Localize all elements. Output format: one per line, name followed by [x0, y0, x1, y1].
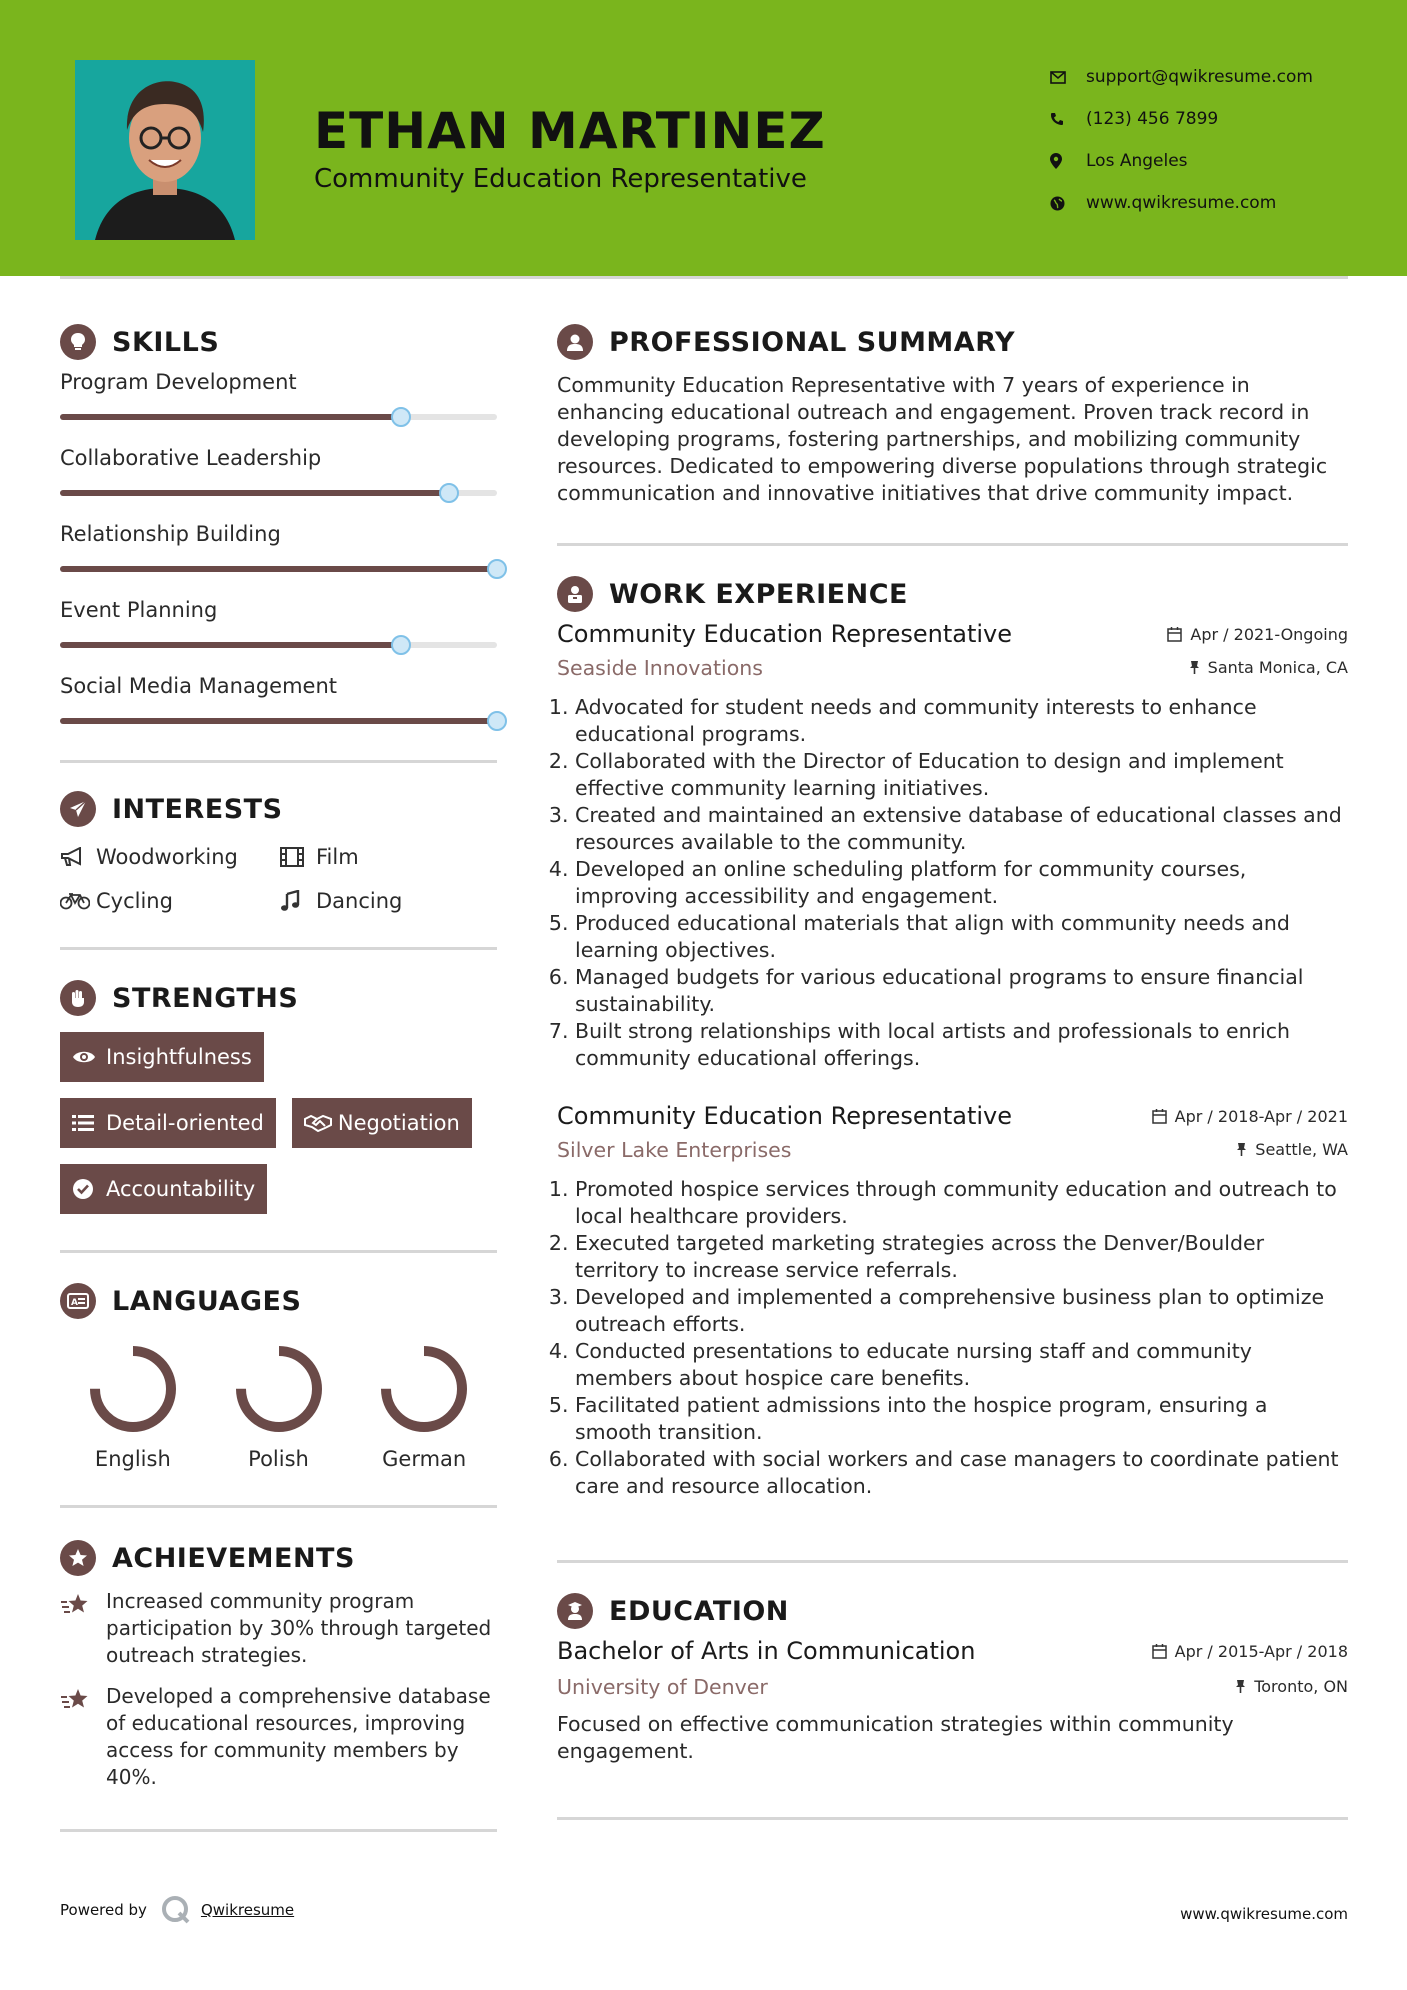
achievement-item	[60, 1588, 497, 1669]
job-location-text: Santa Monica, CA	[1207, 658, 1348, 677]
contact-website[interactable]	[1050, 182, 1313, 224]
fist-icon	[60, 980, 96, 1016]
strength-chip	[60, 1098, 276, 1148]
job-header	[557, 1102, 1348, 1130]
resume-header	[0, 0, 1407, 276]
experience-heading	[557, 574, 1348, 614]
skill-item	[60, 362, 497, 438]
language-level-ring	[229, 1339, 329, 1439]
strength-label: Accountability	[106, 1177, 256, 1201]
skill-bar-fill	[60, 642, 401, 648]
language-label: Polish	[248, 1447, 309, 1471]
job-bullet: 3. Created and maintained an extensive database of educational classes and resources available to the community.	[575, 802, 1348, 856]
job-bullet: 5. Facilitated patient admissions into the hospice program, ensuring a smooth transition.	[575, 1392, 1348, 1446]
achievement-item	[60, 1683, 497, 1791]
job-subheader	[557, 1138, 1348, 1162]
job-location	[1189, 658, 1348, 677]
music-icon	[280, 890, 316, 912]
company-name: Silver Lake Enterprises	[557, 1138, 792, 1162]
job-bullet: 6. Collaborated with social workers and case managers to coordinate patient care and resource allocation.	[575, 1446, 1348, 1500]
contact-phone[interactable]	[1050, 98, 1313, 140]
job-bullets	[557, 1176, 1348, 1500]
strength-chip	[60, 1032, 264, 1082]
skill-bar-fill	[60, 490, 449, 496]
email-text: support@qwikresume.com	[1086, 67, 1313, 87]
star-badge-icon	[60, 1540, 96, 1576]
interests-divider	[60, 947, 497, 950]
skills-list	[60, 362, 497, 742]
strength-chip	[292, 1098, 472, 1148]
job-header	[557, 620, 1348, 648]
contact-info	[1050, 56, 1313, 224]
job-bullet: 1. Advocated for student needs and community interests to enhance educational programs.	[575, 694, 1348, 748]
job-bullet: 7. Built strong relationships with local artists and professionals to enrich community educational offerings.	[575, 1018, 1348, 1072]
phone-icon	[1050, 112, 1086, 126]
job-title: Community Education Representative	[557, 1102, 1012, 1130]
skill-bar-fill	[60, 566, 497, 572]
job-title: Community Education Representative	[557, 620, 1012, 648]
interests-title: INTERESTS	[112, 793, 283, 825]
education-description: Focused on effective communication strategies within community engagement.	[557, 1712, 1234, 1763]
strength-label: Negotiation	[337, 1111, 460, 1135]
envelope-icon	[1050, 71, 1086, 84]
language-level-arc	[386, 1351, 462, 1427]
education-title: EDUCATION	[609, 1595, 789, 1627]
list-icon	[72, 1114, 106, 1132]
calendar-icon	[1167, 627, 1182, 642]
globe-icon	[1050, 196, 1086, 211]
contact-email[interactable]	[1050, 56, 1313, 98]
qwikresume-logo-icon	[161, 1895, 191, 1925]
contact-location	[1050, 140, 1313, 182]
skill-level-knob	[439, 483, 459, 503]
skill-bar-track	[60, 642, 497, 648]
language-label: English	[94, 1447, 171, 1471]
degree-title: Bachelor of Arts in Communication	[557, 1637, 976, 1665]
achievement-text: Developed a comprehensive database of educational resources, improving access for community members by 40%.	[106, 1684, 491, 1789]
language-level-arc	[95, 1351, 171, 1427]
skill-item	[60, 590, 497, 666]
interest-label: Film	[316, 845, 359, 869]
experience-title: WORK EXPERIENCE	[609, 578, 908, 610]
interests-heading	[60, 789, 497, 829]
job-bullet: 3. Developed and implemented a comprehensive business plan to optimize outreach efforts.	[575, 1284, 1348, 1338]
star-icon	[60, 1588, 106, 1669]
map-pin-icon	[1050, 153, 1086, 169]
skill-level-knob	[487, 559, 507, 579]
skill-level-knob	[391, 407, 411, 427]
calendar-icon	[1152, 1109, 1167, 1124]
job-entry	[557, 620, 1348, 1072]
skill-bar-track	[60, 566, 497, 572]
svg-text:A: A	[71, 1298, 78, 1308]
summary-text: Community Education Representative with 7 years of experience in enhancing educational outreach and engagement. Proven track record in developing programs, fostering partnerships, and mobilizing community resources. Dedicated to empowering diverse populations through strategic communication and innovative initiatives that drive community impact.	[557, 373, 1328, 505]
header-divider	[60, 276, 1348, 279]
skill-label: Collaborative Leadership	[60, 446, 322, 470]
powered-by-label: Powered by	[60, 1901, 147, 1919]
skill-bar-track	[60, 490, 497, 496]
candidate-title: Community Education Representative	[314, 164, 807, 194]
language-item	[60, 1339, 206, 1471]
skill-label: Event Planning	[60, 598, 218, 622]
language-level-arc	[241, 1351, 317, 1427]
interest-item	[280, 885, 480, 917]
job-dates	[1167, 625, 1348, 644]
strength-label: Insightfulness	[106, 1045, 252, 1069]
pushpin-icon	[1236, 1142, 1247, 1157]
eye-icon	[72, 1049, 106, 1065]
interest-item	[60, 885, 280, 917]
education-dates-text: Apr / 2015-Apr / 2018	[1174, 1642, 1348, 1661]
skill-level-knob	[487, 711, 507, 731]
education-heading	[557, 1591, 1348, 1631]
job-bullet: 1. Promoted hospice services through community education and outreach to local healthcare providers.	[575, 1176, 1348, 1230]
education-divider	[557, 1817, 1348, 1820]
skill-label: Program Development	[60, 370, 297, 394]
briefcase-user-icon	[557, 576, 593, 612]
achievement-text: Increased community program participation by 30% through targeted outreach strategies.	[106, 1589, 492, 1667]
job-entry	[557, 1102, 1348, 1500]
right-column	[557, 322, 1348, 1820]
handshake-icon	[304, 1114, 338, 1132]
job-location-text: Seattle, WA	[1255, 1140, 1348, 1159]
profile-photo	[75, 60, 255, 240]
education-subheader	[557, 1675, 1348, 1699]
skill-label: Social Media Management	[60, 674, 338, 698]
achievements-divider	[60, 1829, 497, 1832]
interest-label: Cycling	[96, 889, 173, 913]
skill-label: Relationship Building	[60, 522, 281, 546]
interest-item	[280, 841, 480, 873]
candidate-name: ETHAN MARTINEZ	[314, 102, 826, 160]
skill-bar-track	[60, 414, 497, 420]
education-dates	[1152, 1642, 1348, 1661]
job-dates-text: Apr / 2021-Ongoing	[1190, 625, 1348, 644]
skill-item	[60, 514, 497, 590]
footer-powered	[60, 1895, 294, 1925]
language-icon	[60, 1283, 96, 1319]
achievements-heading	[60, 1538, 497, 1578]
language-level-ring	[83, 1339, 183, 1439]
job-subheader	[557, 656, 1348, 680]
strength-label: Detail-oriented	[106, 1111, 264, 1135]
job-location	[1236, 1140, 1348, 1159]
summary-title: PROFESSIONAL SUMMARY	[609, 326, 1016, 358]
language-item	[206, 1339, 352, 1471]
strengths-list	[60, 1032, 497, 1214]
interests-list	[60, 841, 497, 917]
brand-link[interactable]: Qwikresume	[200, 1901, 295, 1919]
strength-chip	[60, 1164, 267, 1214]
interest-label: Dancing	[316, 889, 403, 913]
skill-bar-fill	[60, 718, 497, 724]
strengths-divider	[60, 1250, 497, 1253]
job-bullet: 5. Produced educational materials that align with community needs and learning objectives.	[575, 910, 1348, 964]
language-item	[351, 1339, 497, 1471]
star-icon	[60, 1683, 106, 1791]
summary-divider	[557, 543, 1348, 546]
calendar-icon	[1152, 1644, 1167, 1659]
lightbulb-icon	[60, 324, 96, 360]
skills-title: SKILLS	[112, 326, 220, 358]
job-bullet: 2. Executed targeted marketing strategies across the Denver/Boulder territory to increase service referrals.	[575, 1230, 1348, 1284]
skill-item	[60, 438, 497, 514]
footer-website[interactable]: www.qwikresume.com	[1180, 1905, 1348, 1923]
education-location	[1235, 1677, 1348, 1696]
location-text: Los Angeles	[1086, 151, 1188, 171]
avatar-illustration	[75, 60, 255, 240]
language-label: German	[382, 1447, 467, 1471]
phone-text: (123) 456 7899	[1086, 109, 1219, 129]
pushpin-icon	[1189, 660, 1200, 675]
paper-plane-icon	[60, 791, 96, 827]
languages-title: LANGUAGES	[112, 1285, 302, 1317]
summary-heading	[557, 322, 1348, 362]
bullhorn-icon	[60, 847, 96, 867]
job-bullet: 2. Collaborated with the Director of Education to design and implement effective community learning initiatives.	[575, 748, 1348, 802]
film-icon	[280, 847, 316, 867]
job-bullet: 4. Developed an online scheduling platform for community courses, improving accessibility and engagement.	[575, 856, 1348, 910]
education-header	[557, 1637, 1348, 1665]
job-dates	[1152, 1107, 1348, 1126]
languages-divider	[60, 1505, 497, 1508]
bicycle-icon	[60, 892, 96, 910]
company-name: Seaside Innovations	[557, 656, 763, 680]
education-location-text: Toronto, ON	[1254, 1677, 1348, 1696]
skill-item	[60, 666, 497, 742]
left-column	[60, 322, 497, 1832]
education-entry	[557, 1637, 1348, 1765]
strengths-title: STRENGTHS	[112, 982, 299, 1014]
user-icon	[557, 324, 593, 360]
experience-divider	[557, 1560, 1348, 1563]
pushpin-icon	[1235, 1679, 1246, 1694]
languages-list	[60, 1339, 497, 1471]
graduate-icon	[557, 1593, 593, 1629]
language-level-ring	[374, 1339, 474, 1439]
interest-item	[60, 841, 280, 873]
job-bullets	[557, 694, 1348, 1072]
interest-label: Woodworking	[96, 845, 238, 869]
job-bullet: 4. Conducted presentations to educate nursing staff and community members about hospice care benefits.	[575, 1338, 1348, 1392]
achievements-title: ACHIEVEMENTS	[112, 1542, 355, 1574]
skill-bar-track	[60, 718, 497, 724]
languages-heading	[60, 1281, 497, 1321]
website-text: www.qwikresume.com	[1086, 193, 1277, 213]
school-name: University of Denver	[557, 1675, 768, 1699]
skills-divider	[60, 760, 497, 763]
job-bullet: 6. Managed budgets for various educational programs to ensure financial sustainability.	[575, 964, 1348, 1018]
strengths-heading	[60, 978, 497, 1018]
skills-heading	[60, 322, 497, 362]
job-dates-text: Apr / 2018-Apr / 2021	[1174, 1107, 1348, 1126]
skill-bar-fill	[60, 414, 401, 420]
check-circle-icon	[72, 1178, 106, 1200]
skill-level-knob	[391, 635, 411, 655]
